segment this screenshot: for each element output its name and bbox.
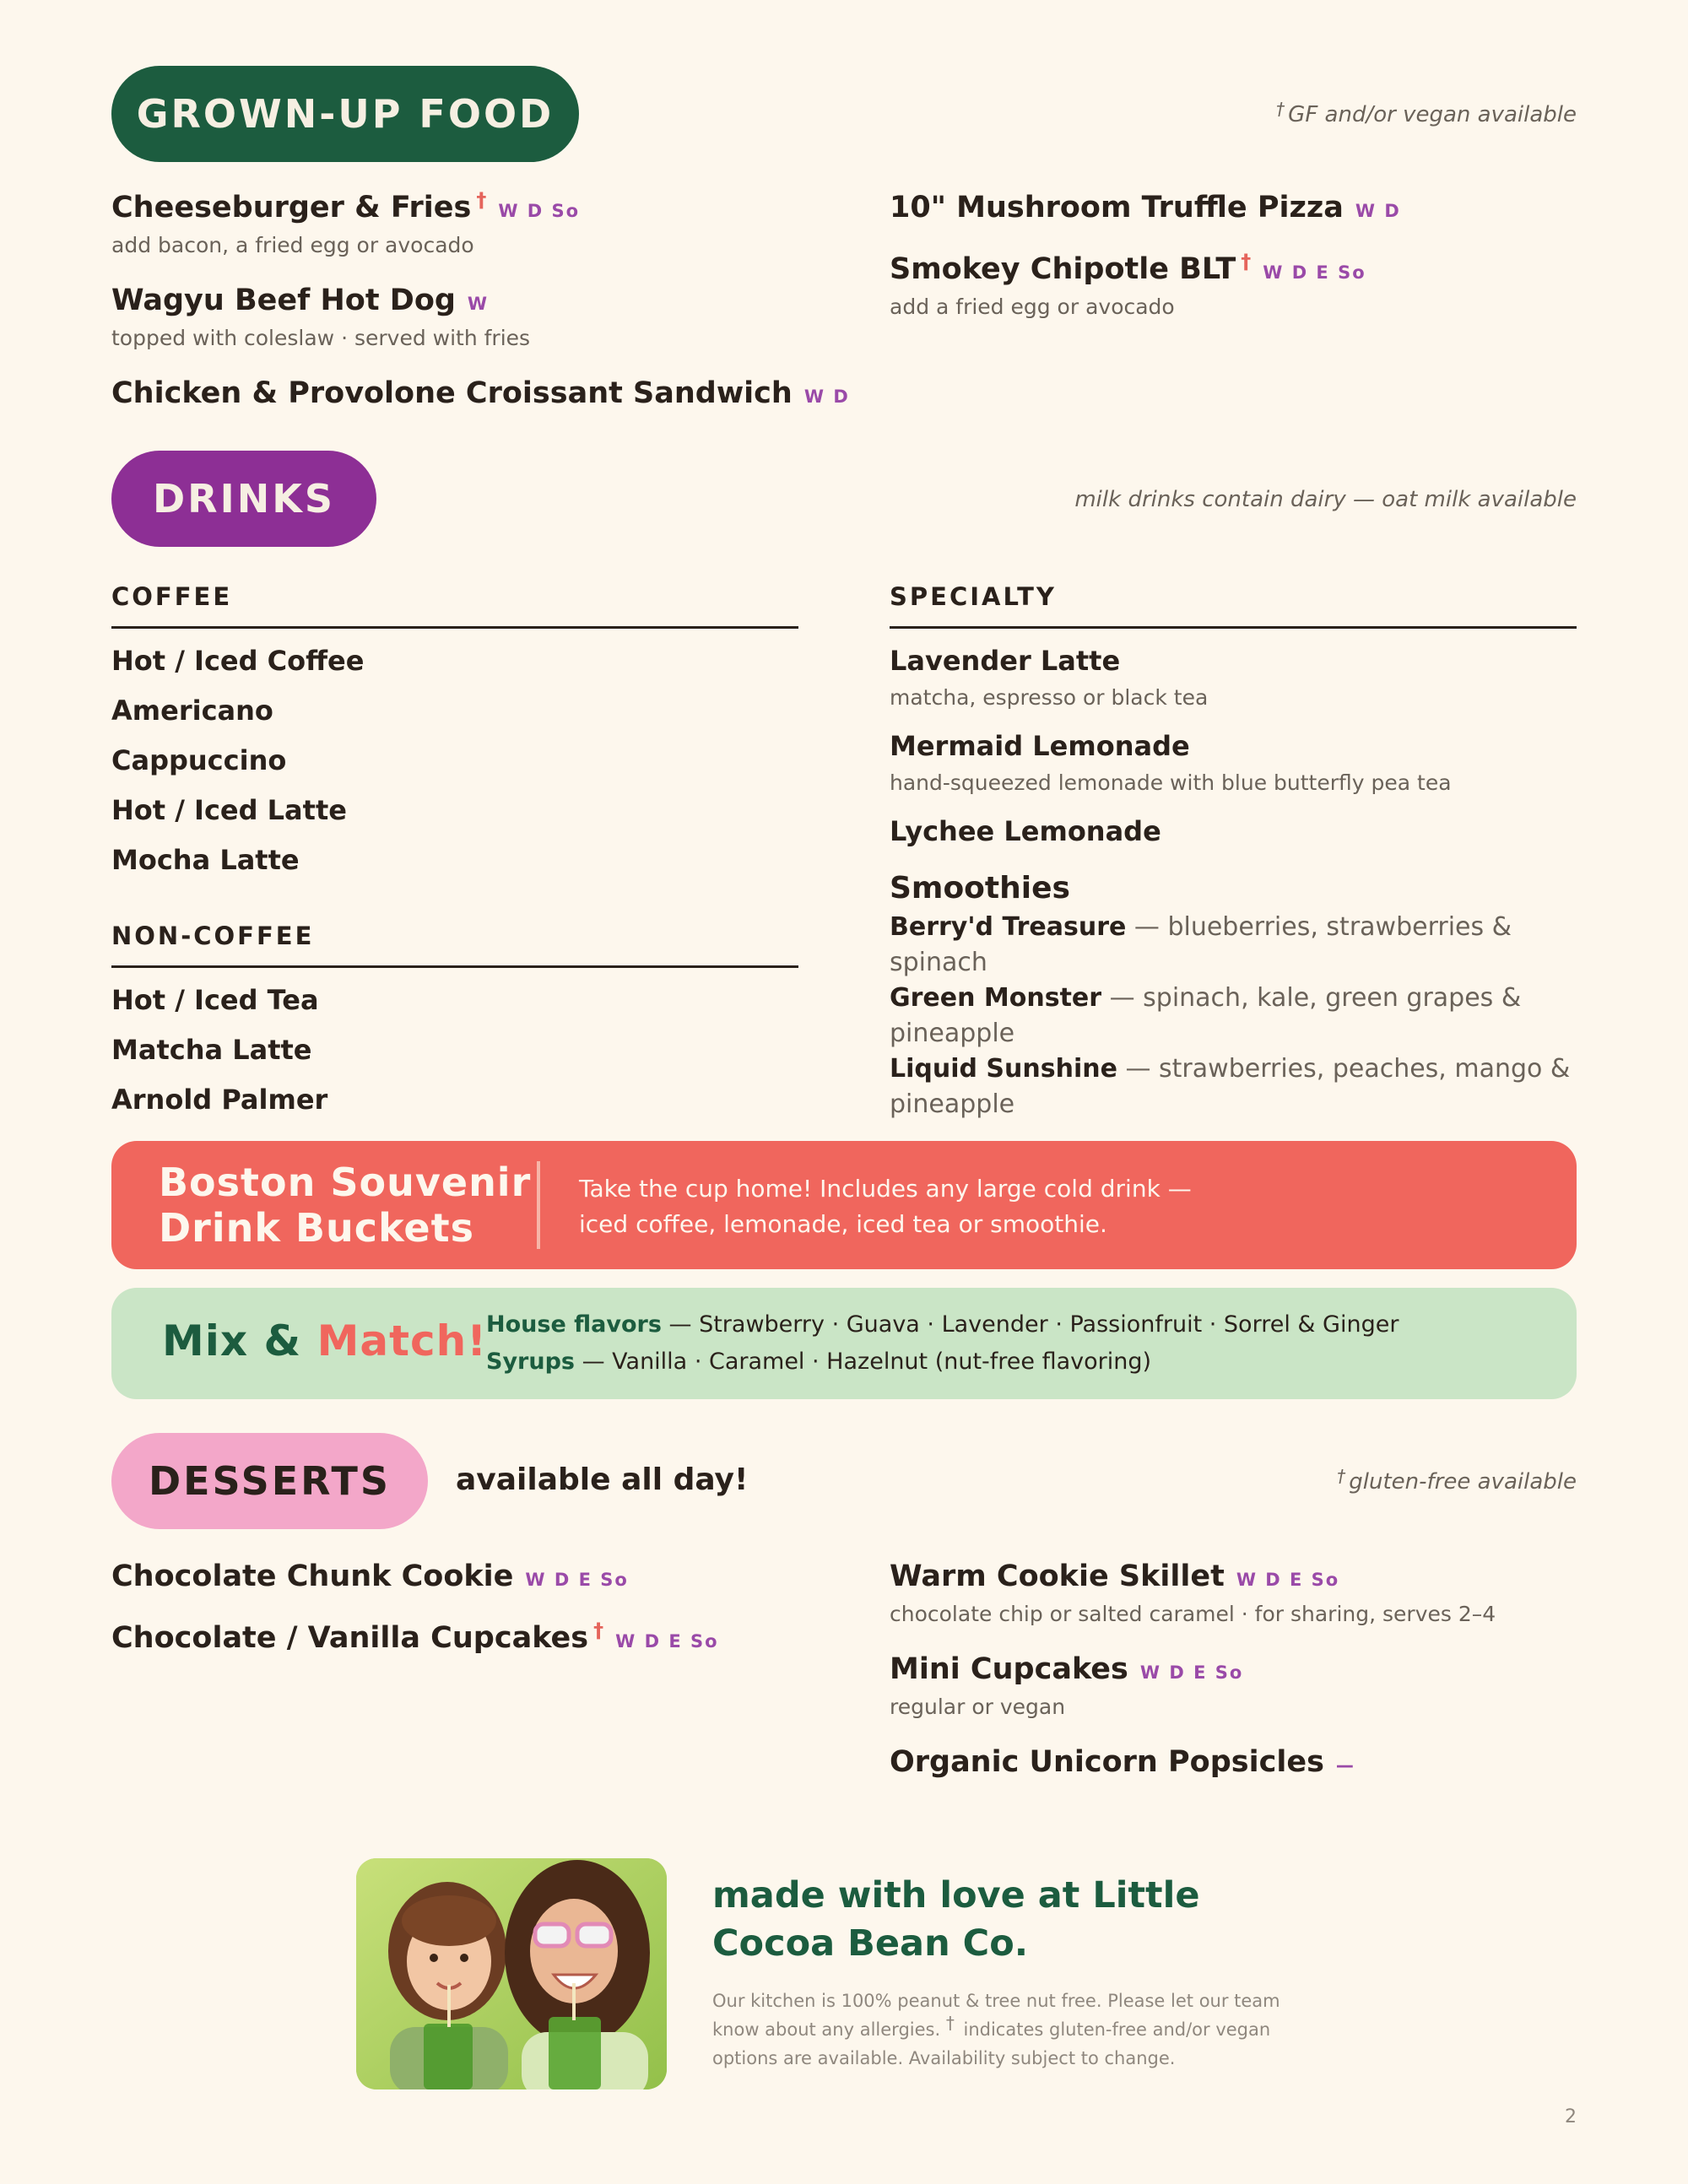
list-item bbox=[890, 1051, 1577, 1122]
mix-options bbox=[486, 1306, 1399, 1381]
smoothie-description: — spinach, kale, green grapes & pineapple bbox=[890, 983, 1522, 1048]
item-allergen-tags: W bbox=[467, 294, 490, 314]
item-description: hand-squeezed lemonade with blue butterfly pea tea bbox=[890, 770, 1452, 795]
desserts-section-title: DESSERTS bbox=[148, 1458, 392, 1504]
menu-item bbox=[111, 376, 850, 410]
footer-text-a: Our kitchen is 100% peanut & tree nut free. Please let our team know about any allergies. bbox=[712, 1991, 1280, 2040]
menu-page bbox=[111, 0, 1577, 2184]
item-name: Warm Cookie Skillet bbox=[890, 1560, 1225, 1593]
item-allergen-tags: W D So bbox=[498, 201, 581, 221]
flavors-line bbox=[486, 1306, 1399, 1343]
menu-item bbox=[890, 1745, 1355, 1779]
smoothie-name: Green Monster bbox=[890, 983, 1102, 1013]
item-name: Chicken & Provolone Croissant Sandwich bbox=[111, 376, 793, 410]
specialty-heading: SPECIALTY bbox=[890, 582, 1577, 629]
syrups-label: Syrups bbox=[486, 1349, 575, 1375]
desserts-section-pill bbox=[111, 1433, 428, 1529]
buckets-title bbox=[159, 1160, 531, 1251]
footer-text-dagger: † bbox=[945, 2013, 955, 2033]
item-description: matcha, espresso or black tea bbox=[890, 685, 1209, 710]
menu-item bbox=[890, 645, 1208, 710]
non-coffee-heading: NON-COFFEE bbox=[111, 922, 798, 968]
page-number: 2 bbox=[1565, 2106, 1577, 2127]
buckets-divider bbox=[537, 1161, 540, 1249]
flavors-list: — Strawberry · Guava · Lavender · Passionfruit · Sorrel & Ginger bbox=[661, 1311, 1399, 1338]
smoothies-list bbox=[890, 910, 1577, 1122]
drink-buckets-banner bbox=[111, 1141, 1577, 1269]
syrups-list: — Vanilla · Caramel · Hazelnut (nut-free flavoring) bbox=[574, 1349, 1152, 1375]
item-description: add bacon, a fried egg or avocado bbox=[111, 233, 474, 257]
menu-item bbox=[111, 1621, 719, 1655]
mix-and-match-banner bbox=[111, 1288, 1577, 1399]
menu-item bbox=[890, 1560, 1496, 1626]
kids-smoothie-photo bbox=[356, 1858, 667, 2089]
item-name: Lychee Lemonade bbox=[890, 815, 1161, 847]
list-item: Hot / Iced Latte bbox=[111, 794, 347, 826]
item-name: Wagyu Beef Hot Dog bbox=[111, 284, 456, 317]
item-name: 10" Mushroom Truffle Pizza bbox=[890, 191, 1344, 224]
item-name: Lavender Latte bbox=[890, 645, 1121, 677]
list-item: Matcha Latte bbox=[111, 1034, 312, 1066]
menu-item bbox=[111, 284, 530, 350]
item-allergen-tags: W D E So bbox=[1139, 1662, 1244, 1683]
list-item: Hot / Iced Tea bbox=[111, 984, 319, 1016]
buckets-title-line: Boston Souvenir bbox=[159, 1160, 532, 1205]
item-allergen-tags: W D E So bbox=[615, 1631, 719, 1652]
mix-title-a: Mix & bbox=[162, 1316, 317, 1365]
smoothie-description: — blueberries, strawberries & spinach bbox=[890, 912, 1512, 977]
smoothies-heading: Smoothies bbox=[890, 871, 1070, 905]
food-section-pill bbox=[111, 66, 579, 162]
list-item: Arnold Palmer bbox=[111, 1084, 328, 1116]
footer-title: made with love at Little Cocoa Bean Co. bbox=[712, 1874, 1200, 1965]
menu-item bbox=[890, 730, 1452, 795]
photo-illustration bbox=[356, 1858, 667, 2089]
mix-title-b: Match! bbox=[316, 1316, 488, 1365]
menu-item bbox=[111, 188, 581, 257]
flavors-label: House flavors bbox=[486, 1311, 662, 1338]
item-description: chocolate chip or salted caramel · for sharing, serves 2–4 bbox=[890, 1602, 1496, 1626]
item-allergen-tags: W D E So bbox=[1236, 1570, 1340, 1590]
item-dagger: † bbox=[593, 1619, 604, 1642]
desserts-note bbox=[1337, 1466, 1577, 1495]
drinks-note: milk drinks contain dairy — oat milk available bbox=[1074, 487, 1577, 512]
item-name: Mermaid Lemonade bbox=[890, 730, 1190, 762]
desserts-note-dagger: † bbox=[1337, 1466, 1346, 1486]
menu-item bbox=[890, 1652, 1243, 1719]
item-allergen-tags: — bbox=[1335, 1755, 1355, 1776]
drinks-section-title: DRINKS bbox=[153, 476, 335, 522]
list-item bbox=[890, 981, 1577, 1051]
list-item: Mocha Latte bbox=[111, 844, 300, 876]
smoothie-description: — strawberries, peaches, mango & pineapple bbox=[890, 1054, 1571, 1119]
item-description: add a fried egg or avocado bbox=[890, 295, 1175, 319]
item-allergen-tags: W D bbox=[803, 387, 850, 407]
item-name: Organic Unicorn Popsicles bbox=[890, 1745, 1324, 1779]
item-name: Chocolate Chunk Cookie bbox=[111, 1560, 514, 1593]
desserts-subtitle: available all day! bbox=[456, 1462, 749, 1497]
item-dagger: † bbox=[1241, 250, 1252, 273]
mix-title bbox=[162, 1316, 487, 1365]
food-note bbox=[1276, 99, 1577, 127]
item-name: Mini Cupcakes bbox=[890, 1652, 1128, 1686]
menu-item bbox=[890, 191, 1401, 224]
syrups-line bbox=[486, 1343, 1399, 1381]
item-name: Smokey Chipotle BLT bbox=[890, 252, 1236, 286]
non-coffee-list bbox=[111, 984, 327, 1133]
list-item bbox=[890, 910, 1577, 981]
list-item: Cappuccino bbox=[111, 744, 287, 776]
buckets-title-line: Drink Buckets bbox=[159, 1205, 474, 1251]
food-note-text: GF and/or vegan available bbox=[1288, 102, 1577, 127]
item-allergen-tags: W D E So bbox=[525, 1570, 629, 1590]
food-section-title: GROWN-UP FOOD bbox=[136, 91, 555, 137]
list-item: Hot / Iced Coffee bbox=[111, 645, 365, 677]
item-dagger: † bbox=[476, 188, 487, 212]
food-note-dagger: † bbox=[1276, 99, 1285, 119]
item-allergen-tags: W D bbox=[1355, 201, 1401, 221]
buckets-description: Take the cup home! Includes any large cold drink — iced coffee, lemonade, iced tea or smoothie. bbox=[579, 1175, 1192, 1238]
desserts-note-text: gluten-free available bbox=[1349, 1469, 1577, 1495]
item-allergen-tags: W D E So bbox=[1263, 262, 1366, 283]
item-name: Cheeseburger & Fries bbox=[111, 191, 472, 224]
list-item: Americano bbox=[111, 695, 273, 727]
smoothie-name: Berry'd Treasure bbox=[890, 912, 1127, 942]
menu-item bbox=[890, 252, 1366, 319]
coffee-list bbox=[111, 645, 364, 894]
item-description: topped with coleslaw · served with fries bbox=[111, 326, 531, 350]
item-description: regular or vegan bbox=[890, 1695, 1066, 1719]
footer-text bbox=[712, 1987, 1320, 2073]
coffee-heading: COFFEE bbox=[111, 582, 798, 629]
menu-item bbox=[111, 1560, 629, 1593]
drinks-section-pill bbox=[111, 451, 376, 547]
item-name: Chocolate / Vanilla Cupcakes bbox=[111, 1621, 589, 1655]
footer-text-b: indicates gluten-free and/or vegan options are available. Availability subject to change. bbox=[712, 2019, 1271, 2068]
smoothie-name: Liquid Sunshine bbox=[890, 1054, 1117, 1084]
menu-item bbox=[890, 815, 1161, 847]
